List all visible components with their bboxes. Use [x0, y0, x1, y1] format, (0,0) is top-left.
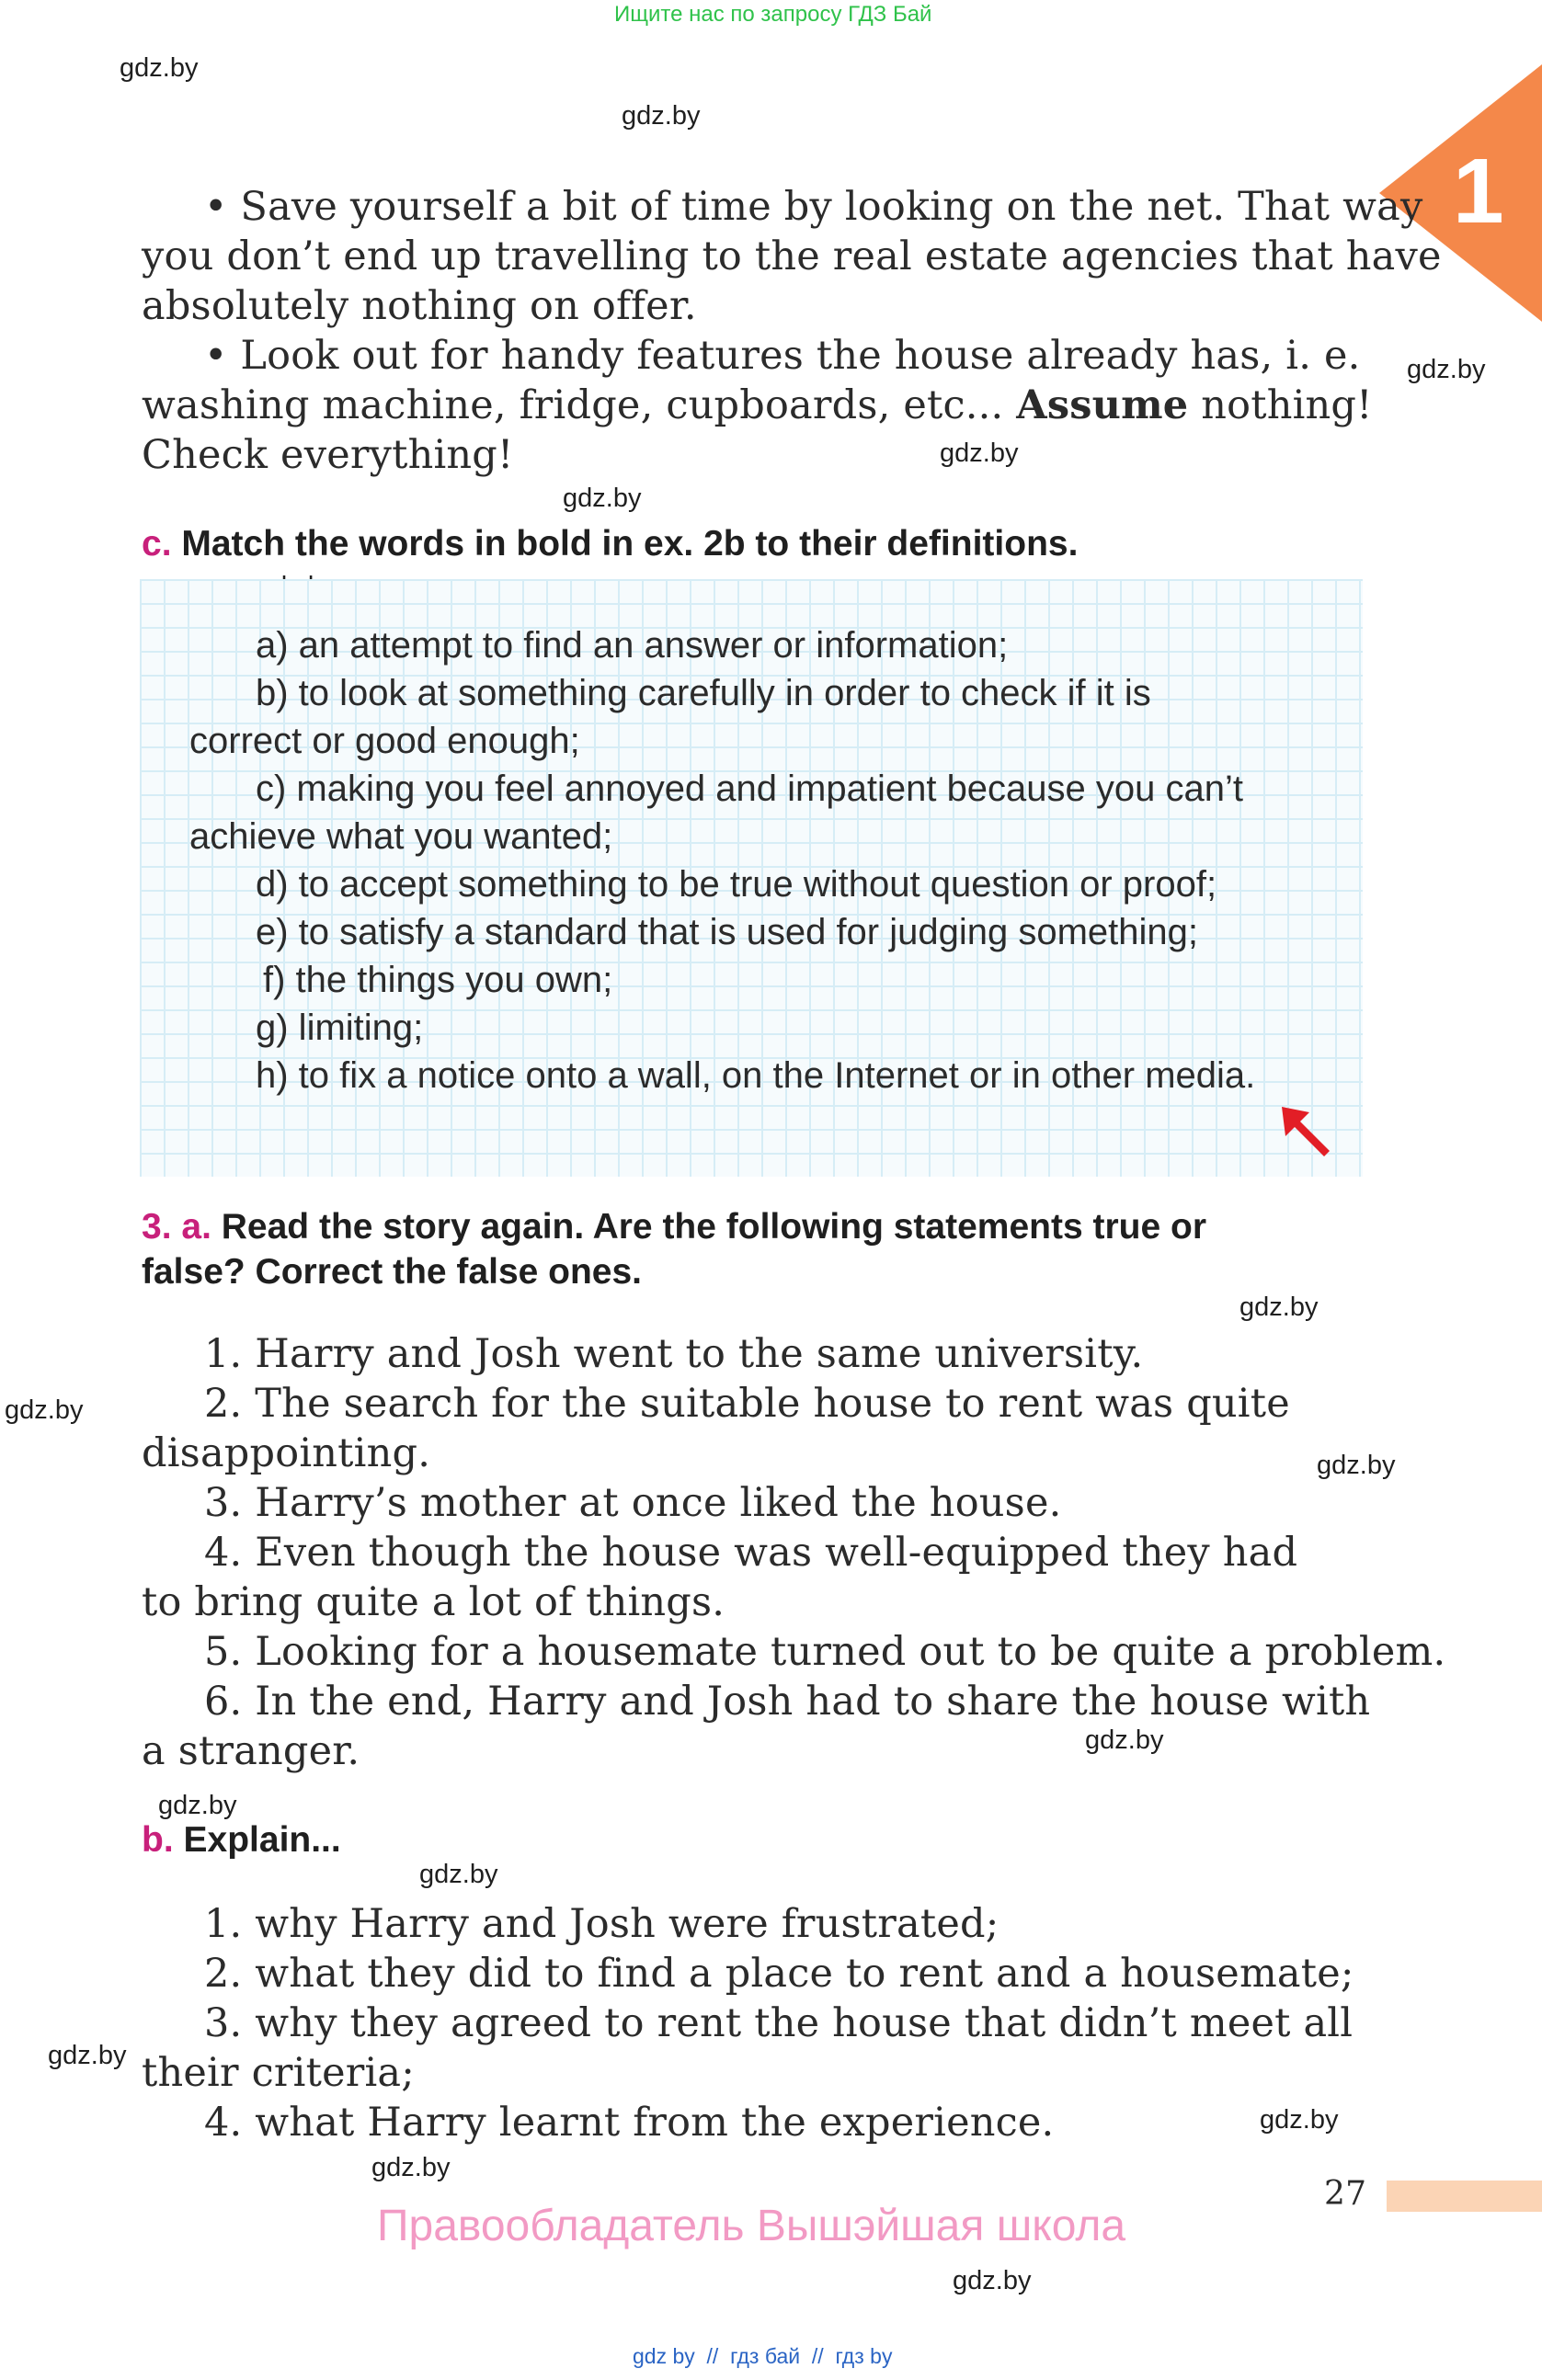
- watermark: gdz.by: [371, 2153, 451, 2182]
- statement-line: 1. Harry and Josh went to the same university.: [204, 1331, 1144, 1377]
- exercise-c-heading: [142, 524, 1078, 564]
- explain-line: 1. why Harry and Josh were frustrated;: [204, 1901, 999, 1947]
- definition-line: h) to fix a notice onto a wall, on the Internet or in other media.: [256, 1055, 1256, 1096]
- exercise-title: Match the words in bold in ex. 2b to their definitions.: [181, 524, 1079, 564]
- statement-line: 6. In the end, Harry and Josh had to share the house with: [204, 1679, 1371, 1725]
- statement-line: 4. Even though the house was well-equipped they had: [204, 1530, 1298, 1576]
- explain-line: 4. what Harry learnt from the experience.: [204, 2100, 1055, 2146]
- exercise-number: 3.: [142, 1207, 172, 1247]
- footer-links[interactable]: gdz by // гдз бай // гдз by: [633, 2344, 893, 2368]
- exercise-letter: b.: [142, 1820, 174, 1860]
- watermark: gdz.by: [953, 2266, 1032, 2295]
- watermark: gdz.by: [563, 484, 642, 513]
- watermark: gdz.by: [1239, 1292, 1319, 1322]
- definition-line: e) to satisfy a standard that is used for judging something;: [256, 912, 1199, 952]
- statement-line: disappointing.: [142, 1430, 431, 1476]
- tip-line: you don’t end up travelling to the real estate agencies that have: [142, 233, 1442, 279]
- tip-line: absolutely nothing on offer.: [142, 283, 697, 329]
- definition-line: g) limiting;: [256, 1008, 424, 1048]
- page-number-bar: [1387, 2181, 1542, 2212]
- exercise-letter: c.: [142, 524, 172, 564]
- definition-line: d) to accept something to be true without question or proof;: [256, 864, 1217, 905]
- watermark: gdz.by: [1317, 1451, 1396, 1480]
- definition-line: f) the things you own;: [263, 960, 613, 1000]
- explain-line: their criteria;: [142, 2050, 415, 2096]
- watermark: gdz.by: [1085, 1725, 1164, 1755]
- statement-line: to bring quite a lot of things.: [142, 1579, 725, 1625]
- statement-line: 3. Harry’s mother at once liked the house.: [204, 1480, 1062, 1526]
- exercise-3a-heading: [142, 1207, 1206, 1247]
- watermark: gdz.by: [940, 438, 1019, 468]
- definition-line: b) to look at something carefully in order to check if it is: [256, 673, 1151, 713]
- exercise-letter: a.: [181, 1207, 211, 1247]
- exercise-3a-heading-cont: false? Correct the false ones.: [142, 1252, 643, 1292]
- watermark: gdz.by: [158, 1791, 237, 1820]
- definition-line: c) making you feel annoyed and impatient because you can’t: [256, 769, 1244, 809]
- watermark: gdz.by: [419, 1860, 498, 1889]
- red-arrow-icon: [1278, 1103, 1335, 1160]
- watermark: gdz.by: [622, 101, 701, 131]
- watermark: gdz.by: [5, 1395, 84, 1425]
- exercise-title: Explain...: [183, 1820, 341, 1860]
- statement-line: 2. The search for the suitable house to rent was quite: [204, 1381, 1290, 1427]
- statement-line: 5. Looking for a housemate turned out to be quite a problem.: [204, 1629, 1446, 1675]
- bold-word-assume: Assume: [1016, 382, 1189, 428]
- statement-line: a stranger.: [142, 1728, 360, 1774]
- exercise-title: Read the story again. Are the following statements true or: [221, 1207, 1206, 1247]
- top-banner[interactable]: Ищите нас по запросу ГДЗ Бай: [614, 2, 932, 27]
- watermark: gdz.by: [120, 53, 199, 83]
- definition-line: correct or good enough;: [189, 721, 580, 761]
- definition-line: achieve what you wanted;: [189, 816, 613, 857]
- tip-text: washing machine, fridge, cupboards, etc...: [142, 382, 1017, 428]
- explain-line: 3. why they agreed to rent the house that didn’t meet all: [204, 2000, 1354, 2046]
- definition-line: a) an attempt to find an answer or information;: [256, 625, 1009, 666]
- page-number: 27: [1324, 2175, 1367, 2213]
- watermark: gdz.by: [1407, 355, 1486, 384]
- exercise-3b-heading: [142, 1820, 341, 1861]
- chapter-number: 1: [1453, 140, 1504, 243]
- watermark: gdz.by: [48, 2041, 127, 2070]
- tip-line: • Look out for handy features the house already has, i. e.: [204, 333, 1361, 379]
- tip-line: • Save yourself a bit of time by looking on the net. That way: [204, 184, 1423, 230]
- copyright-notice: Правообладатель Вышэйшая школа: [377, 2202, 1126, 2250]
- tip-line: [142, 382, 1373, 428]
- tip-line: Check everything!: [142, 432, 514, 478]
- tip-text: nothing!: [1188, 382, 1373, 428]
- watermark: gdz.by: [1260, 2105, 1339, 2135]
- explain-line: 2. what they did to find a place to rent and a housemate;: [204, 1951, 1354, 1997]
